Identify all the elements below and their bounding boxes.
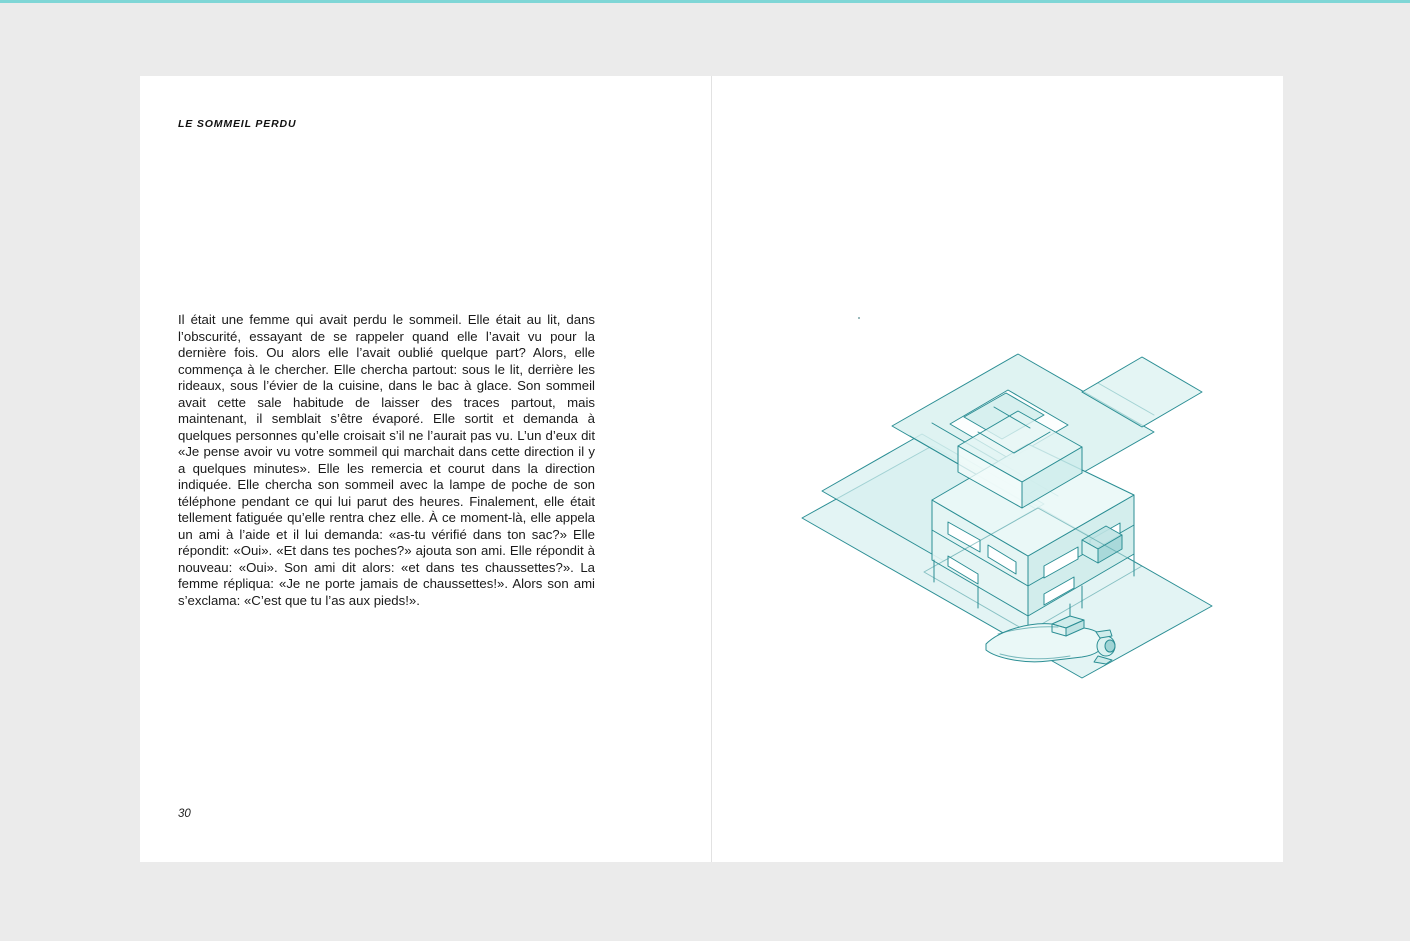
page-number: 30: [178, 808, 191, 820]
body-text: Il était une femme qui avait perdu le sommeil. Elle était au lit, dans l’obscurité, essayant de se rappeler quand elle l’avait vu pour la dernière fois. Ou alors elle l’avait oublié quelque part? Alors, elle commença à le chercher. Elle chercha partout: sous le lit, derrière les rideaux, sous l’évier de la cuisine, dans le bac à glace. Son sommeil avait cette sale habitude de laisser des traces partout, mais maintenant, il semblait s’être évaporé. Elle sortit et demanda à quelques personnes qu’elle croisait s’il ne l’aurait pas vu. L’un d’eux dit «Je pense avoir vu votre sommeil qui marchait dans cette direction il y a quelques minutes». Elle les remercia et courut dans la direction indiquée. Elle chercha son sommeil avec la lampe de poche de son téléphone pendant ce qui lui parut des heures. Finalement, elle était tellement fatiguée qu’elle rentra chez elle. À ce moment-là, elle appela un ami à l’aide et il lui demanda: «as-tu vérifié dans ton sac?» Elle répondit: «Oui». «Et dans tes poches?» ajouta son ami. Elle répondit à nouveau: «Oui». Son ami dit alors: «et dans tes chaussettes?». La femme répliqua: «Je ne porte jamais de chaussettes!». Alors son ami s’exclama: «C’est que tu l’as aux pieds!».: [178, 312, 595, 608]
running-head: LE SOMMEIL PERDU: [178, 118, 297, 130]
illustration-isometric-house: [782, 286, 1242, 706]
book-spread: [140, 76, 1283, 862]
page-left: [140, 76, 712, 862]
page-right: [712, 76, 1283, 862]
top-edge-strip: [0, 0, 1410, 3]
